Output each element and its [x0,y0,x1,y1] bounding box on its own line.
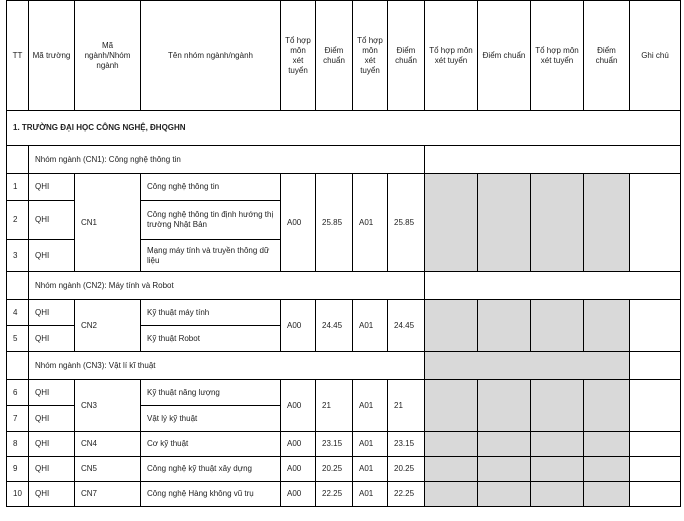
cell-combo-b: A01 [353,380,388,432]
cell-combo-a: A00 [281,300,316,352]
header-combo-4: Tổ hợp môn xét tuyển [531,1,584,111]
cell-score-a: 23.15 [316,432,353,457]
table-row [7,380,681,406]
cell-combo-b: A01 [353,174,388,272]
cell-school: QHI [29,432,75,457]
cell-major-name: Công nghệ Hàng không vũ trụ [141,482,281,507]
cell-score-a: 21 [316,380,353,432]
header-row [7,1,681,111]
cell-tt: 8 [7,432,29,457]
section-row [7,111,681,146]
cell-tt: 6 [7,380,29,406]
cell-tt: 9 [7,457,29,482]
cell-score-b: 23.15 [388,432,425,457]
table-row [7,174,681,201]
cell-major-code: CN5 [75,457,141,482]
header-combo-2: Tổ hợp môn xét tuyển [353,1,388,111]
cell-score-a: 25.85 [316,174,353,272]
cell-major-code: CN1 [75,174,141,272]
cell-combo-b: A01 [353,432,388,457]
header-note: Ghi chú [630,1,681,111]
cell-major-code: CN3 [75,380,141,432]
cell-combo-a: A00 [281,380,316,432]
cell-major-code: CN2 [75,300,141,352]
cell-score-b: 22.25 [388,482,425,507]
group-title: Nhóm ngành (CN1): Công nghệ thông tin [29,146,425,174]
cell-combo-a: A00 [281,432,316,457]
cell-major-name: Công nghệ thông tin định hướng thị trường Nhật Bản [141,201,281,240]
cell-score-b: 25.85 [388,174,425,272]
group-title-row [7,352,681,380]
cell-major-name: Kỹ thuật năng lượng [141,380,281,406]
cell-school: QHI [29,326,75,352]
cell-major-name: Kỹ thuật máy tính [141,300,281,326]
table-row [7,300,681,326]
cell-tt: 1 [7,174,29,201]
header-score-3: Điểm chuẩn [478,1,531,111]
cell-school: QHI [29,300,75,326]
cell-major-name: Công nghệ kỹ thuật xây dựng [141,457,281,482]
cell-score-b: 24.45 [388,300,425,352]
cell-school: QHI [29,201,75,240]
group-title-row [7,272,681,300]
cell-tt: 3 [7,240,29,272]
section-title: 1. TRƯỜNG ĐẠI HỌC CÔNG NGHỆ, ĐHQGHN [7,111,681,146]
cell-major-name: Công nghệ thông tin [141,174,281,201]
cell-school: QHI [29,380,75,406]
cell-school: QHI [29,240,75,272]
cell-tt: 7 [7,406,29,432]
header-major-name: Tên nhóm ngành/ngành [141,1,281,111]
cell-school: QHI [29,406,75,432]
table-row [7,432,681,457]
cell-major-code: CN4 [75,432,141,457]
admission-table [6,0,681,507]
cell-combo-b: A01 [353,300,388,352]
header-major-code: Mã ngành/Nhóm ngành [75,1,141,111]
header-school-code: Mã trường [29,1,75,111]
group-title: Nhóm ngành (CN3): Vật lí kĩ thuật [29,352,425,380]
cell-school: QHI [29,457,75,482]
cell-score-a: 22.25 [316,482,353,507]
header-combo-1: Tổ hợp môn xét tuyển [281,1,316,111]
cell-major-name: Kỹ thuật Robot [141,326,281,352]
cell-score-b: 21 [388,380,425,432]
table-row [7,482,681,507]
cell-score-a: 24.45 [316,300,353,352]
cell-combo-a: A00 [281,457,316,482]
cell-major-code: CN7 [75,482,141,507]
header-score-1: Điểm chuẩn [316,1,353,111]
cell-combo-a: A00 [281,174,316,272]
cell-tt: 5 [7,326,29,352]
group-title: Nhóm ngành (CN2): Máy tính và Robot [29,272,425,300]
cell-combo-b: A01 [353,457,388,482]
header-score-4: Điểm chuẩn [584,1,630,111]
header-combo-3: Tổ hợp môn xét tuyển [425,1,478,111]
table-row [7,457,681,482]
cell-tt: 2 [7,201,29,240]
header-score-2: Điểm chuẩn [388,1,425,111]
cell-school: QHI [29,482,75,507]
cell-score-b: 20.25 [388,457,425,482]
admission-scores-document [6,0,681,507]
cell-score-a: 20.25 [316,457,353,482]
header-tt: TT [7,1,29,111]
cell-combo-b: A01 [353,482,388,507]
cell-combo-a: A00 [281,482,316,507]
group-title-row [7,146,681,174]
cell-tt: 4 [7,300,29,326]
cell-tt: 10 [7,482,29,507]
cell-major-name: Mạng máy tính và truyền thông dữ liệu [141,240,281,272]
cell-major-name: Vật lý kỹ thuật [141,406,281,432]
cell-school: QHI [29,174,75,201]
cell-major-name: Cơ kỹ thuật [141,432,281,457]
